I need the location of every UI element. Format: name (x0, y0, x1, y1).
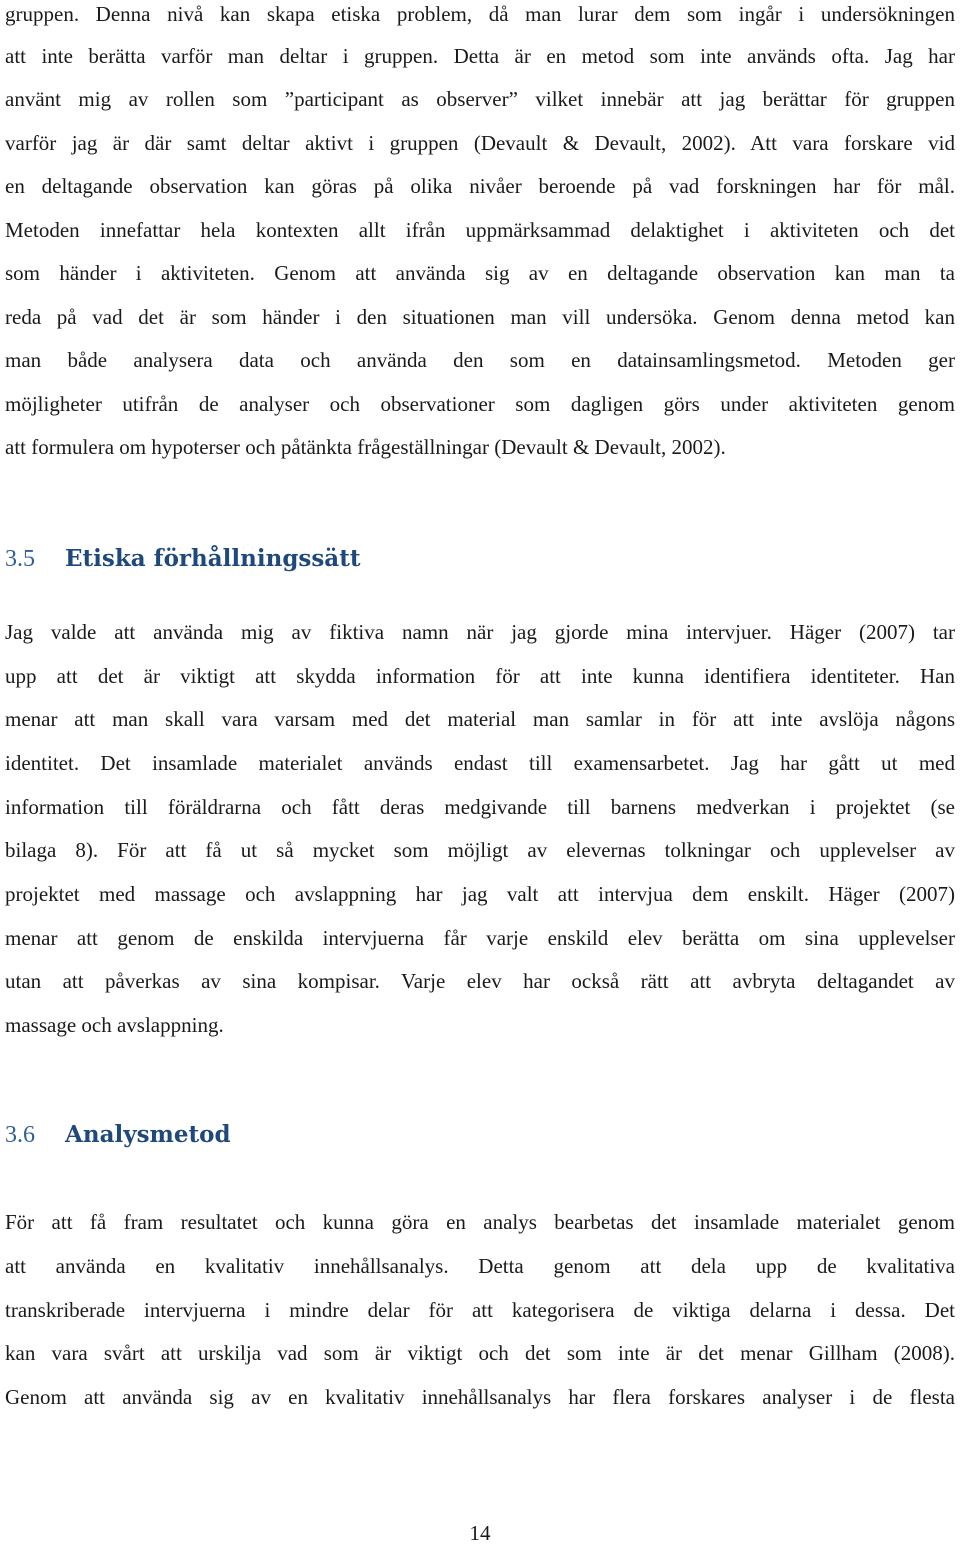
text-line: information till föräldrarna och fått deras medgivande till barnens medverkan i projektet (se (5, 795, 955, 819)
section-number: 3.5 (5, 546, 35, 572)
text-line: använt mig av rollen som ”participant as observer” vilket innebär att jag berättar för gruppen (5, 87, 955, 111)
text-line: menar att man skall vara varsam med det material man samlar in för att inte avslöja någons (5, 707, 955, 731)
text-line: reda på vad det är som händer i den situationen man vill undersöka. Genom denna metod kan (5, 305, 955, 329)
text-line: massage och avslappning. (5, 1013, 224, 1037)
section-heading (5, 1118, 231, 1155)
text-line: upp att det är viktigt att skydda information för att inte kunna identifiera identiteter. Han (5, 664, 955, 688)
text-line: att inte berätta varför man deltar i gruppen. Detta är en metod som inte används ofta. Jag har (5, 44, 955, 68)
text-line: identitet. Det insamlade materialet används endast till examensarbetet. Jag har gått ut med (5, 751, 955, 775)
text-line: som händer i aktiviteten. Genom att använda sig av en deltagande observation kan man ta (5, 261, 955, 285)
text-line: en deltagande observation kan göras på olika nivåer beroende på vad forskningen har för mål. (5, 174, 955, 198)
text-line: varför jag är där samt deltar aktivt i gruppen (Devault & Devault, 2002). Att vara forskare vid (5, 131, 955, 155)
section-heading (5, 542, 360, 579)
text-line: Metoden innefattar hela kontexten allt ifrån uppmärksammad delaktighet i aktiviteten och det (5, 218, 955, 242)
text-line: menar att genom de enskilda intervjuerna får varje enskild elev berätta om sina upplevelser (5, 926, 955, 950)
section-title: Etiska förhållningssätt (65, 545, 361, 572)
text-line: kan vara svårt att urskilja vad som är viktigt och det som inte är det menar Gillham (2008). (5, 1341, 955, 1365)
text-line: transkriberade intervjuerna i mindre delar för att kategorisera de viktiga delarna i dessa. Det (5, 1298, 955, 1322)
page-number: 14 (469, 1521, 491, 1545)
text-line: möjligheter utifrån de analyser och observationer som dagligen görs under aktiviteten genom (5, 392, 955, 416)
text-line: projektet med massage och avslappning har jag valt att intervjua dem enskilt. Häger (2007) (5, 882, 955, 906)
text-line: att använda en kvalitativ innehållsanalys. Detta genom att dela upp de kvalitativa (5, 1254, 955, 1278)
text-line: gruppen. Denna nivå kan skapa etiska problem, då man lurar dem som ingår i undersökningen (5, 2, 955, 26)
text-line: man både analysera data och använda den som en datainsamlingsmetod. Metoden ger (5, 348, 955, 372)
text-line: utan att påverkas av sina kompisar. Varje elev har också rätt att avbryta deltagandet av (5, 969, 955, 993)
text-line: bilaga 8). För att få ut så mycket som möjligt av elevernas tolkningar och upplevelser av (5, 838, 955, 862)
section-title: Analysmetod (65, 1121, 231, 1148)
text-line: För att få fram resultatet och kunna göra en analys bearbetas det insamlade materialet genom (5, 1210, 955, 1234)
text-line: att formulera om hypoterser och påtänkta frågeställningar (Devault & Devault, 2002). (5, 435, 726, 459)
text-line: Genom att använda sig av en kvalitativ innehållsanalys har flera forskares analyser i de flesta (5, 1385, 955, 1409)
section-number: 3.6 (5, 1122, 35, 1148)
text-line: Jag valde att använda mig av fiktiva namn när jag gjorde mina intervjuer. Häger (2007) tar (5, 620, 955, 644)
